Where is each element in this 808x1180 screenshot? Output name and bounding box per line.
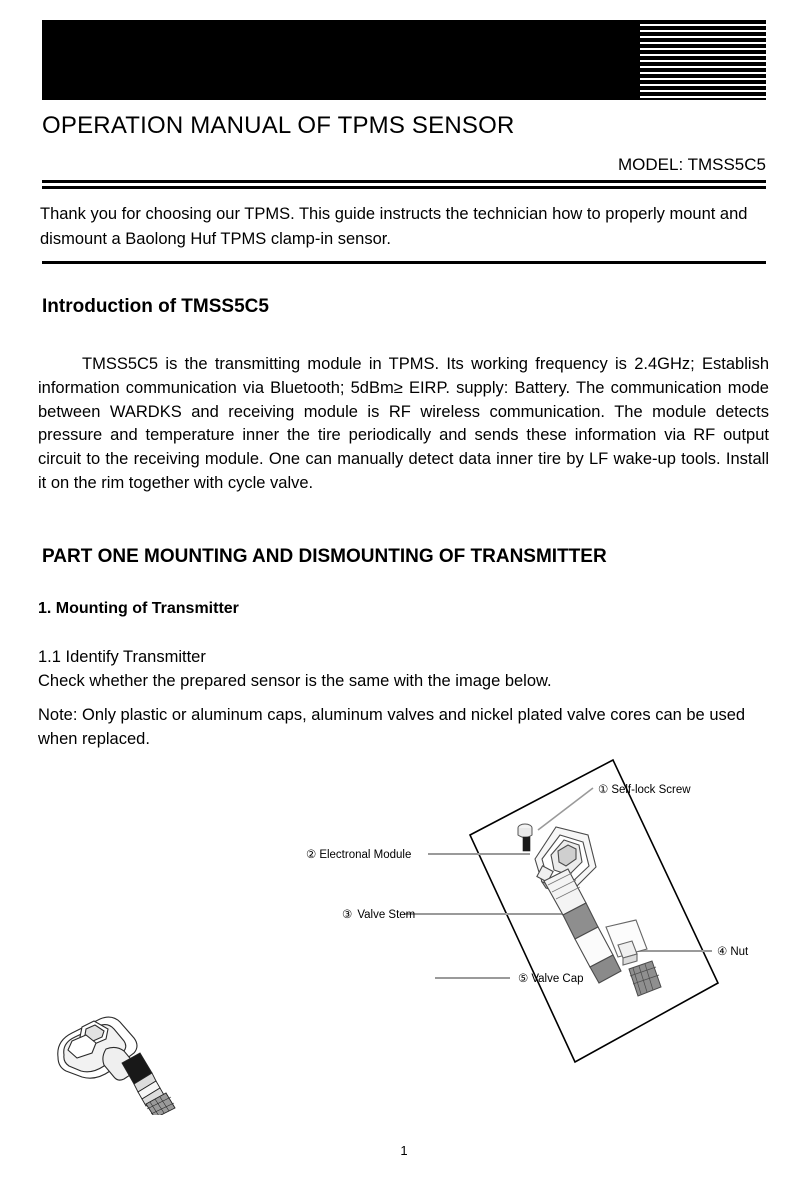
note-text: Note: Only plastic or aluminum caps, aluminum valves and nickel plated valve cores can be used when replaced. <box>38 706 746 748</box>
heading-introduction: Introduction of TMSS5C5 <box>42 296 269 317</box>
label-text-4: Nut <box>730 946 749 958</box>
svg-text:②Electronal Module <box>306 849 411 861</box>
figure-label-nut <box>717 946 749 958</box>
section-identify <box>38 645 769 693</box>
page-number: 1 <box>400 1143 408 1158</box>
svg-text:①Self-lock Screw <box>598 784 691 796</box>
svg-text:⑤Valve Cap <box>518 973 584 985</box>
header-banner <box>42 20 766 100</box>
figure-label-valve-stem <box>342 909 415 921</box>
label-text-3: Valve Stem <box>357 909 416 921</box>
label-text-2: Electronal Module <box>319 849 412 861</box>
svg-text:④Nut <box>717 946 749 958</box>
introduction-body: TMSS5C5 is the transmitting module in TPMS. Its working frequency is 2.4GHz; Establish information communication via Bluetooth; 5dBm≥ EIRP. supply: Battery. The communication mode between WARDKS and receiving module is RF wireless communication. The module detects pressure and temperature inner the tire periodically and sends these information via RF output circuit to the receiving module. One can manually detect data inner tire by LF wake-up tools. Install it on the rim together with cycle valve. <box>38 355 769 492</box>
figure-label-electronal-module <box>306 849 411 861</box>
model-label: MODEL: TMSS5C5 <box>617 155 766 174</box>
figure-label-self-lock-screw <box>598 784 691 796</box>
sensor-illustration <box>48 1005 188 1115</box>
divider-double-top <box>42 180 766 189</box>
label-text-1: Self-lock Screw <box>611 784 691 796</box>
page-title: OPERATION MANUAL OF TPMS SENSOR <box>42 112 515 139</box>
intro-paragraph: Thank you for choosing our TPMS. This guide instructs the technician how to properly mount and dismount a Baolong Huf TPMS clamp-in sensor. <box>40 205 748 248</box>
part-valve-cap <box>629 961 661 996</box>
label-marker-2: ② <box>306 849 317 861</box>
heading-mounting: 1. Mounting of Transmitter <box>38 600 239 617</box>
heading-identify: 1.1 Identify Transmitter <box>38 648 206 666</box>
diagram-frame <box>470 760 718 1062</box>
figure-label-valve-cap <box>518 973 584 985</box>
heading-part-one: PART ONE MOUNTING AND DISMOUNTING OF TRANSMITTER <box>42 546 607 567</box>
divider-line <box>42 186 766 189</box>
label-marker-5: ⑤ <box>518 973 529 985</box>
exploded-diagram <box>280 755 790 1085</box>
part-self-lock-screw <box>518 824 532 851</box>
identify-body: Check whether the prepared sensor is the same with the image below. <box>38 672 552 690</box>
divider-single <box>42 261 766 264</box>
banner-stripe-pattern <box>640 20 766 100</box>
label-text-5: Valve Cap <box>531 973 584 985</box>
label-marker-3: ③ <box>342 909 353 921</box>
label-marker-1: ① <box>598 784 609 796</box>
svg-text:③Valve Stem <box>342 909 415 921</box>
label-marker-4: ④ <box>717 946 728 958</box>
